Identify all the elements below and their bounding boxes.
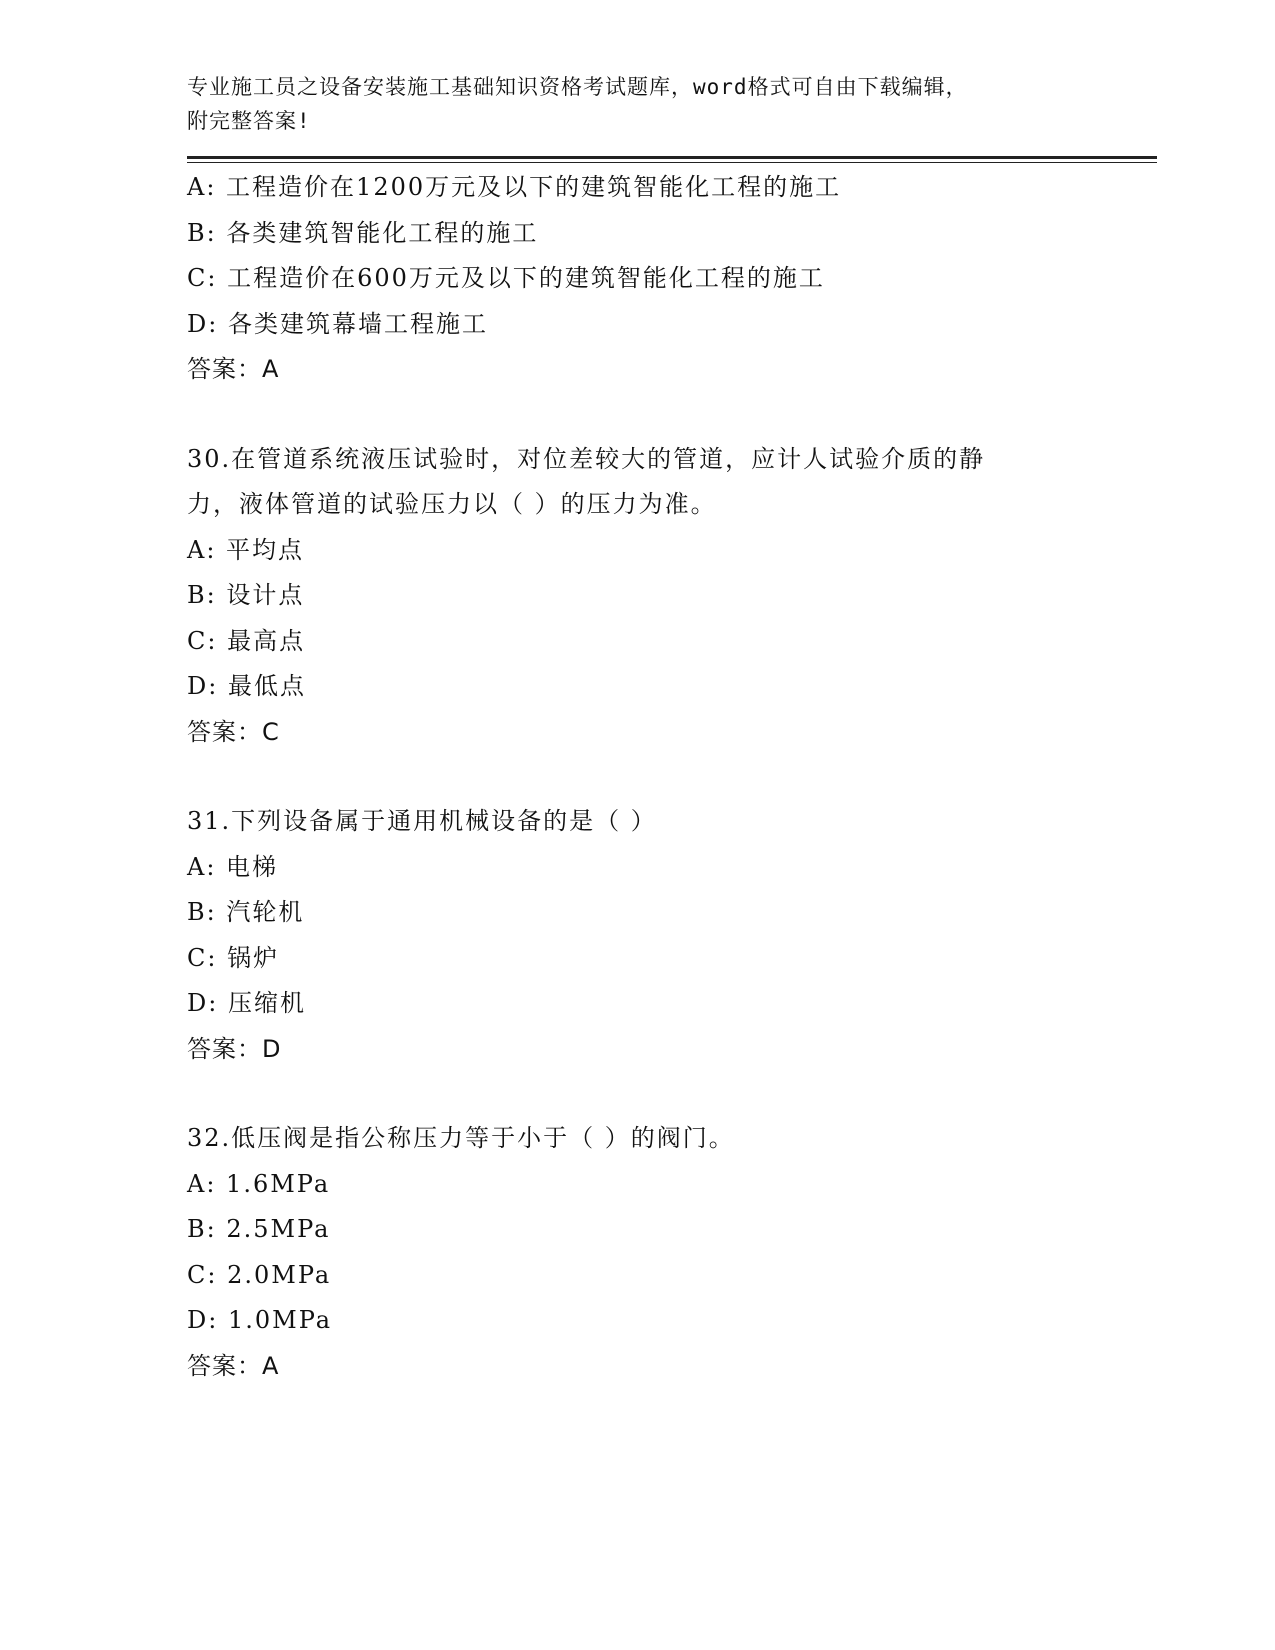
- option-a: A: 工程造价在1200万元及以下的建筑智能化工程的施工: [187, 173, 842, 201]
- option-c: C: 工程造价在600万元及以下的建筑智能化工程的施工: [187, 264, 825, 292]
- option-c: C: 锅炉: [187, 943, 280, 972]
- option-c: C: 最高点: [187, 626, 306, 655]
- question-list: [187, 165, 1157, 1389]
- option-d: D: 压缩机: [187, 989, 306, 1017]
- question-stem-line-2: 力，液体管道的试验压力以（ ）的压力为准。: [187, 490, 717, 518]
- answer-line: 答案：C: [187, 717, 280, 746]
- question-31: [187, 799, 1157, 1072]
- document-header: [187, 70, 1157, 138]
- option-c: C: 2.0MPa: [187, 1260, 332, 1289]
- question-stem-line-1: 30.在管道系统液压试验时，对位差较大的管道，应计人试验介质的静: [187, 444, 986, 473]
- option-a: A: 平均点: [187, 535, 305, 564]
- document-page: [187, 70, 1157, 1389]
- question-prev: [187, 165, 1157, 393]
- header-line-1: 专业施工员之设备安装施工基础知识资格考试题库，word格式可自由下载编辑，: [187, 75, 968, 99]
- option-d: D: 各类建筑幕墙工程施工: [187, 309, 488, 338]
- answer-line: 答案：A: [187, 355, 280, 383]
- option-d: D: 1.0MPa: [187, 1306, 333, 1334]
- question-stem-line-1: 32.低压阀是指公称压力等于小于（ ）的阀门。: [187, 1124, 735, 1152]
- answer-line: 答案：A: [187, 1351, 280, 1380]
- question-stem-line-1: 31.下列设备属于通用机械设备的是（ ）: [187, 807, 657, 835]
- question-32: [187, 1116, 1157, 1389]
- option-a: A: 电梯: [187, 852, 279, 881]
- answer-line: 答案：D: [187, 1034, 282, 1063]
- header-divider: [187, 156, 1157, 163]
- option-b: B: 汽轮机: [187, 898, 305, 926]
- option-b: B: 设计点: [187, 581, 305, 609]
- option-b: B: 各类建筑智能化工程的施工: [187, 218, 539, 247]
- question-30: [187, 437, 1157, 756]
- option-d: D: 最低点: [187, 672, 306, 700]
- option-a: A: 1.6MPa: [187, 1169, 331, 1198]
- option-b: B: 2.5MPa: [187, 1215, 331, 1243]
- header-line-2: 附完整答案!: [187, 109, 311, 133]
